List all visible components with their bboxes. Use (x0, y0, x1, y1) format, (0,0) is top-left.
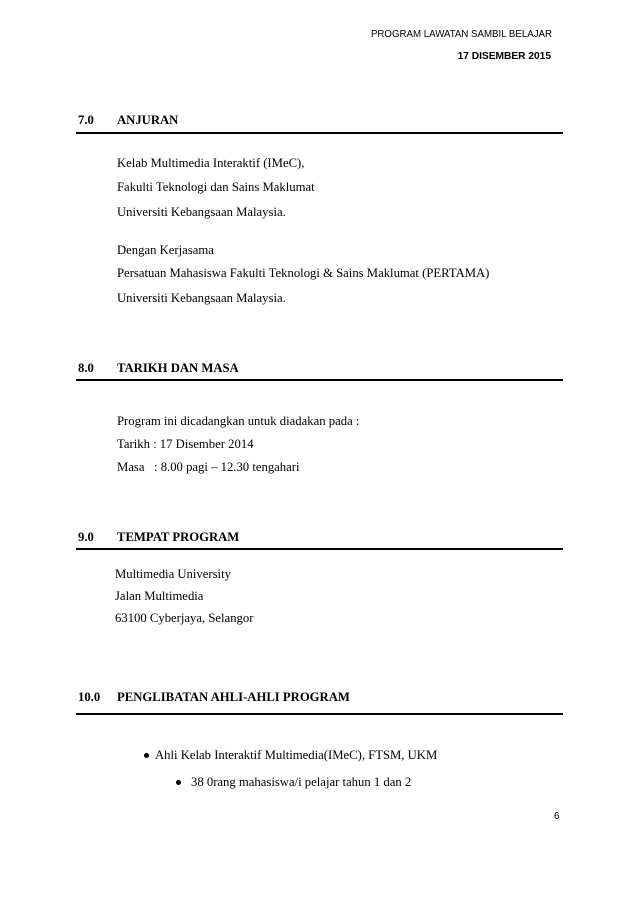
bullet-icon (176, 780, 181, 785)
section-title: TARIKH DAN MASA (117, 361, 239, 375)
section-number: 7.0 (78, 113, 94, 127)
list-item-text: Ahli Kelab Interaktif Multimedia(IMeC), FTSM, UKM (155, 748, 438, 762)
address-line: Multimedia University (115, 567, 231, 581)
paragraph-line: Kelab Multimedia Interaktif (IMeC), (117, 156, 305, 170)
paragraph-line: Universiti Kebangsaan Malaysia. (117, 205, 286, 219)
paragraph-line: Dengan Kerjasama (117, 243, 214, 257)
header-date: 17 DISEMBER 2015 (457, 51, 551, 62)
section-divider (76, 713, 563, 715)
section-divider (76, 132, 563, 134)
section-title: TEMPAT PROGRAM (117, 530, 240, 544)
paragraph-line: Program ini dicadangkan untuk diadakan pada : (117, 414, 360, 428)
section-title: ANJURAN (117, 113, 179, 127)
paragraph-line: Tarikh : 17 Disember 2014 (117, 437, 254, 451)
page-number: 6 (554, 811, 560, 822)
section-number: 10.0 (78, 690, 101, 704)
section-divider (76, 379, 563, 381)
section-divider (76, 548, 563, 550)
address-line: Jalan Multimedia (115, 589, 204, 603)
section-number: 8.0 (78, 361, 94, 375)
header-title: PROGRAM LAWATAN SAMBIL BELAJAR (370, 29, 552, 40)
paragraph-line: Persatuan Mahasiswa Fakulti Teknologi & Sains Maklumat (PERTAMA) (117, 266, 490, 280)
section-number: 9.0 (78, 530, 94, 544)
address-line: 63100 Cyberjaya, Selangor (115, 611, 254, 625)
paragraph-line: Universiti Kebangsaan Malaysia. (117, 291, 286, 305)
paragraph-line: Fakulti Teknologi dan Sains Maklumat (117, 180, 315, 194)
bullet-icon (144, 753, 149, 758)
section-title: PENGLIBATAN AHLI-AHLI PROGRAM (117, 690, 350, 704)
sub-list-item-text: 38 0rang mahasiswa/i pelajar tahun 1 dan 2 (191, 775, 412, 789)
paragraph-line: Masa : 8.00 pagi – 12.30 tengahari (117, 460, 300, 474)
